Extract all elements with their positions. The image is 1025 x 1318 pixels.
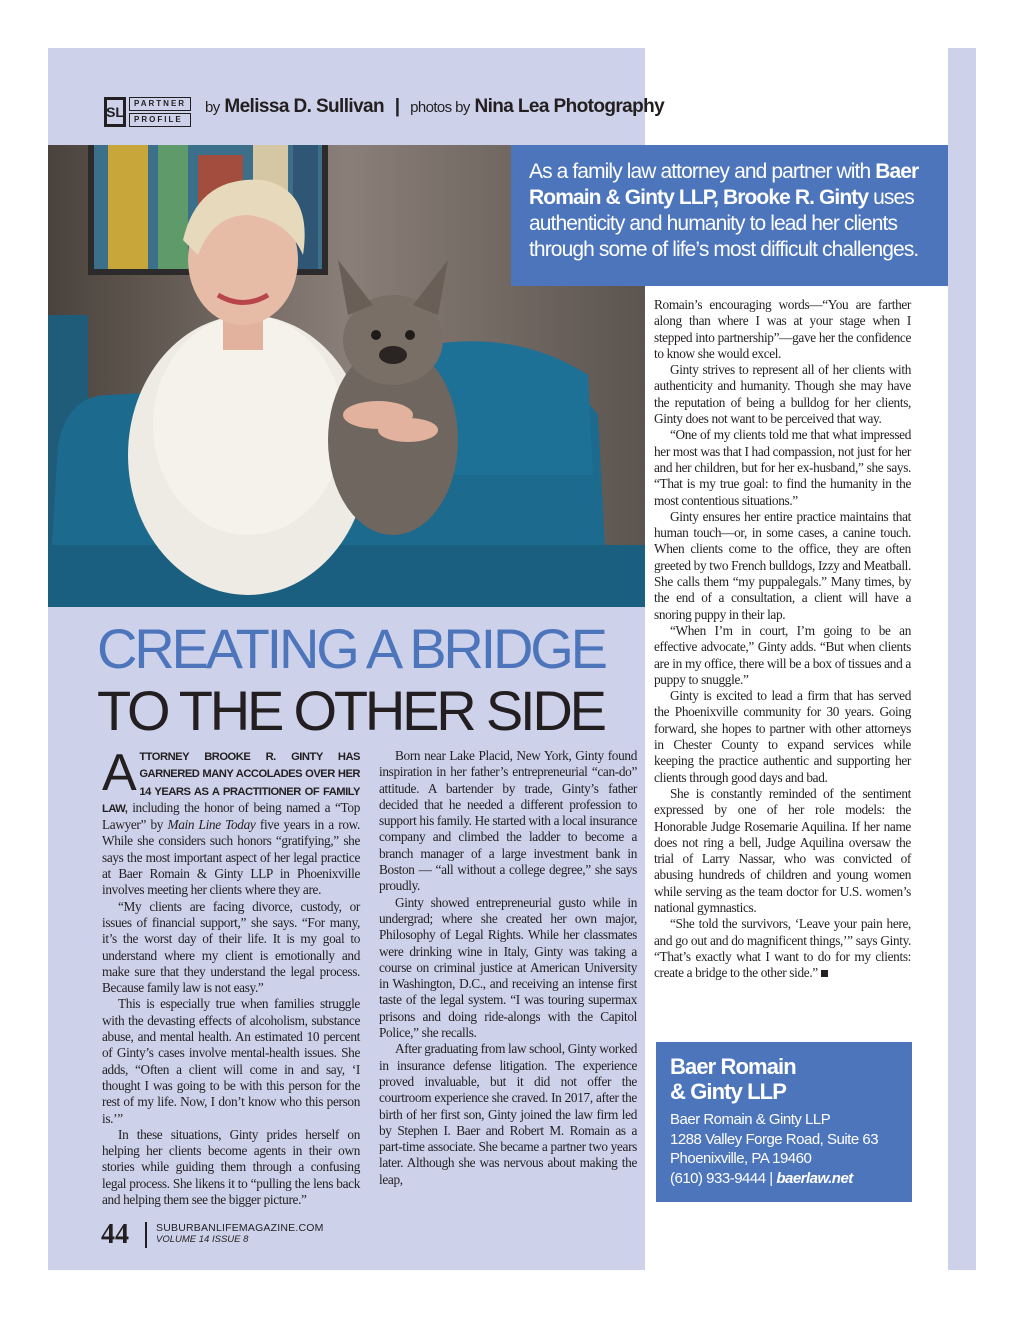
byline: [205, 96, 664, 118]
byline-photos-by: photos by: [410, 99, 470, 116]
logo-word-profile: PROFILE: [129, 113, 191, 127]
paragraph-text: “She told the survivors, ‘Leave your pain here, and go out and do magnificent things,’” says Ginty. “That’s exactly what I want to do for my clients: create a bridge to the other side.”: [654, 916, 911, 981]
article-paragraph: “My clients are facing divorce, custody, or issues of financial support,” she says. “For many, it’s the worst day of their life. It is my goal to understand where my client is emotionally and make sure that they understand the legal process. Because family law is not easy.”: [102, 898, 360, 996]
article-paragraph: “When I’m in court, I’m going to be an effective advocate,” Ginty adds. “But when clients are in my office, there will be a box of tissues and a puppy to snuggle.”: [654, 622, 911, 687]
article-column-2: [379, 748, 637, 1188]
logo-monogram: SL: [104, 97, 126, 127]
pull-quote-emphasis: Baer Romain & Ginty LLP, Brooke R. Ginty: [529, 160, 919, 209]
article-paragraph: Ginty strives to represent all of her clients with authenticity and humanity. Though she may have the reputation of being a bulldog for her clients, Ginty does not want to be perceived that way.: [654, 362, 911, 427]
firm-name-line-1: Baer Romain: [670, 1054, 796, 1079]
article-paragraph: After graduating from law school, Ginty worked in insurance defense litigation. The experience proved invaluable, but it did not offer the courtroom experience she craved. In 2017, after the birth of her first son, Ginty joined the law firm led by Stephen I. Baer and Robert M. Romain as a part-time associate. She became a partner two years later. Although she was nervous about making the leap,: [379, 1041, 638, 1187]
article-paragraph: Ginty showed entrepreneurial gusto while in undergrad; where she created her own major, Philosophy of Legal Rights. While her classmates were drinking wine in Italy, Ginty was taking a course on criminal justice at American University in Washington, D.C., and receiving an intense first taste of the legal system. “I was touring supermax prisons and doing ride-alongs with the Capitol Police,” she recalls.: [379, 894, 637, 1041]
paragraph-text: including the honor of being named a “Top Lawyer” by: [102, 799, 360, 833]
firm-info-box: [656, 1042, 912, 1202]
lead-in-caps: TTORNEY BROOKE R. GINTY HAS GARNERED MANY ACCOLADES OVER HER 14 YEARS AS A PRACTITIONER OF FAMILY LAW,: [102, 751, 360, 815]
drop-cap: A: [102, 744, 137, 802]
firm-name: Baer Romain & Ginty LLP: [670, 1111, 831, 1128]
article-paragraph: Ginty ensures her entire practice maintains that human touch—or, in some cases, a canine touch. When clients come to the office, they are often greeted by two French bulldogs, Izzy and Meatball. She calls them “my puppalegals.” Many times, by the end of a consultation, a client will have a snoring puppy in their lap.: [654, 508, 911, 622]
issue-info: VOLUME 14 ISSUE 8: [156, 1234, 249, 1245]
pull-quote: [511, 145, 948, 286]
title-line-2: TO THE OTHER SIDE: [97, 679, 604, 742]
article-column-1: [102, 744, 360, 1208]
author-name: Melissa D. Sullivan: [224, 96, 385, 117]
firm-name-line-2: & Ginty LLP: [670, 1079, 786, 1104]
firm-street-address: 1288 Valley Forge Road, Suite 63: [670, 1130, 879, 1148]
article-paragraph: Romain’s encouraging words—“You are farther along than where I was at your stage when I stepped into partnership”—gave her the confidence to know she would excel.: [654, 297, 911, 361]
article-paragraph: She is constantly reminded of the sentiment expressed by one of her role models: the Honorable Judge Rosemarie Aquilina. If her name does not ring a bell, Judge Aquilina oversaw the trial of Larry Nassar, who was convicted of abusing hundreds of children and young women while serving as the team doctor for U.S. women’s national gymnastics.: [654, 785, 911, 915]
paragraph-text: five years in a row. While she considers such honors “gratifying,” she says the most important aspect of her legal practice at Baer Romain & Ginty LLP in Phoenixville involves meeting her clients where they are.: [102, 817, 360, 898]
magazine-website[interactable]: SUBURBANLIFEMAGAZINE.COM: [156, 1222, 324, 1234]
folio-divider: [145, 1222, 147, 1248]
firm-website-link[interactable]: baerlaw.net: [776, 1169, 853, 1187]
article-paragraph: [102, 744, 360, 899]
firm-contact: [670, 1169, 898, 1189]
partner-profile-logo: [104, 97, 187, 127]
photographer-name: Nina Lea Photography: [474, 96, 665, 117]
byline-separator: |: [394, 96, 400, 117]
article-paragraph: This is especially true when families struggle with the devasting effects of alcoholism, substance abuse, and mental health. An estimated 10 percent of Ginty’s cases involve mental-health issues. She adds, “Often a client will come in and say, ‘I thought I was going to be with this person for the rest of my life. Now, I don’t know who this person is.’”: [102, 996, 360, 1126]
article-title: [97, 618, 605, 742]
article-paragraph: Ginty is excited to lead a firm that has served the Phoenixville community for 30 years. Going forward, she hopes to partner with other attorneys in Chester County to expand services while keeping the practice authentic and supporting her clients through good days and bad.: [654, 688, 911, 785]
pull-quote-text-1: As a family law attorney and partner with: [529, 160, 876, 183]
byline-by: by: [205, 99, 220, 116]
page-edge-strip: [948, 48, 976, 1270]
article-paragraph: In these situations, Ginty prides herself on helping her clients become agents in their own stories while guiding them through a confusing legal process. She likens it to “pulling the lens back and helping them see the bigger picture.”: [102, 1126, 360, 1208]
firm-city-state-zip: Phoenixville, PA 19460: [670, 1150, 812, 1167]
article-column-3: [654, 297, 911, 981]
title-line-1: CREATING A BRIDGE: [97, 617, 605, 680]
end-mark-icon: [821, 970, 828, 977]
page-number: 44: [101, 1219, 129, 1250]
article-paragraph: [654, 916, 911, 981]
logo-word-partner: PARTNER: [129, 97, 191, 111]
pull-quote-text-2: uses authenticity and humanity to lead her clients through some of life’s most difficult challenges.: [529, 186, 919, 261]
article-paragraph: “One of my clients told me that what impressed her most was that I had compassion, not just for her and her children, but for her ex-husband,” she says. “That is my true goal: to find the humanity in the most contentious situations.”: [654, 427, 911, 508]
firm-phone: (610) 933-9444 |: [670, 1169, 777, 1187]
magazine-name: Main Line Today: [167, 817, 256, 833]
article-paragraph: Born near Lake Placid, New York, Ginty found inspiration in her father’s entrepreneurial “can-do” attitude. A bartender by trade, Ginty’s father decided that he needed a different profession to support his family. He started with a local insurance company and climbed the ladder to become a branch manager of a large investment bank in Boston — “all without a college degree,” she says proudly.: [379, 748, 637, 894]
